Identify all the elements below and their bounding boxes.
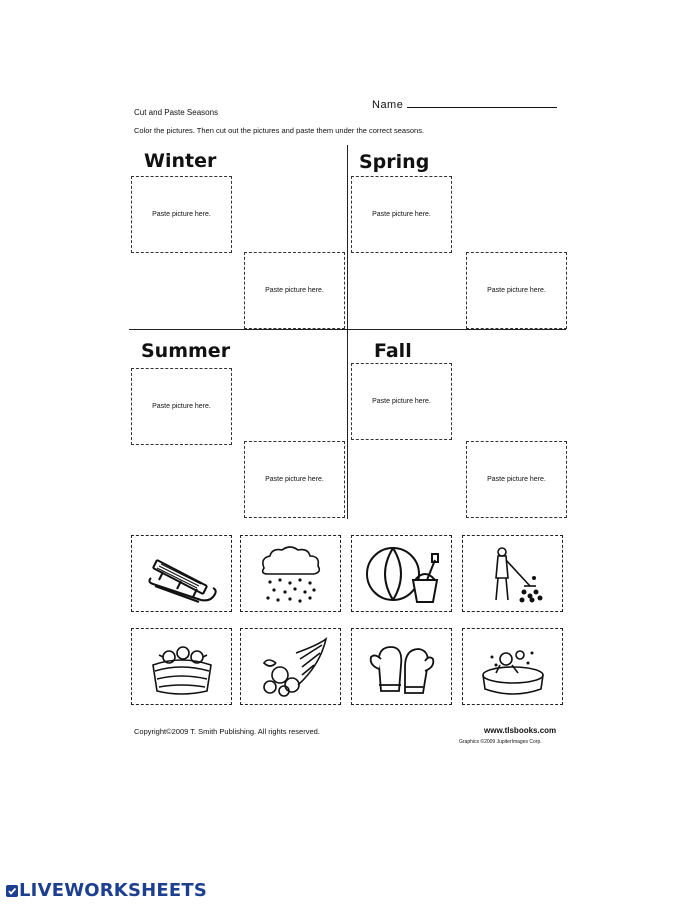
mittens-icon: [361, 635, 443, 699]
rain-cloud-icon: [250, 542, 332, 606]
worksheet-logo-icon: [5, 884, 19, 898]
name-label: Name: [372, 99, 404, 111]
instructions: Color the pictures. Then cut out the pictures and paste them under the correct seasons.: [134, 126, 425, 135]
name-line: [407, 98, 557, 108]
season-heading-winter: Winter: [144, 150, 217, 172]
name-field[interactable]: [372, 98, 557, 111]
paste-box-fall-1[interactable]: Paste picture here.: [351, 363, 452, 440]
wading-pool-icon: [472, 635, 554, 699]
website-link[interactable]: www.tlsbooks.com: [484, 726, 557, 735]
paste-box-spring-2[interactable]: Paste picture here.: [466, 252, 567, 329]
paste-box-summer-1[interactable]: Paste picture here.: [131, 368, 232, 445]
liveworksheets-logo[interactable]: [5, 880, 207, 901]
vertical-divider: [347, 145, 348, 519]
graphics-credit: Graphics ©2009 JupiterImages Corp.: [459, 739, 542, 745]
paste-box-fall-2[interactable]: Paste picture here.: [466, 441, 567, 518]
picture-card-nest[interactable]: [131, 628, 232, 705]
beach-ball-bucket-icon: [361, 542, 443, 606]
season-heading-summer: Summer: [141, 340, 231, 362]
picture-card-cornucopia[interactable]: [240, 628, 341, 705]
worksheet-title: Cut and Paste Seasons: [134, 108, 219, 117]
sled-icon: [141, 542, 223, 606]
bird-nest-icon: [141, 635, 223, 699]
paste-box-winter-2[interactable]: Paste picture here.: [244, 252, 345, 329]
season-heading-spring: Spring: [359, 151, 430, 173]
raking-leaves-icon: [472, 542, 554, 606]
paste-box-summer-2[interactable]: Paste picture here.: [244, 441, 345, 518]
picture-card-rain[interactable]: [240, 535, 341, 612]
brand-name: LIVEWORKSHEETS: [19, 880, 208, 901]
picture-card-sled[interactable]: [131, 535, 232, 612]
cornucopia-icon: [250, 635, 332, 699]
paste-box-winter-1[interactable]: Paste picture here.: [131, 176, 232, 253]
picture-card-pool[interactable]: [462, 628, 563, 705]
picture-card-raking[interactable]: [462, 535, 563, 612]
picture-card-beach[interactable]: [351, 535, 452, 612]
copyright-text: Copyright©2009 T. Smith Publishing. All rights reserved.: [134, 727, 320, 736]
horizontal-divider: [129, 329, 566, 330]
paste-box-spring-1[interactable]: Paste picture here.: [351, 176, 452, 253]
season-heading-fall: Fall: [374, 340, 412, 362]
picture-card-mittens[interactable]: [351, 628, 452, 705]
